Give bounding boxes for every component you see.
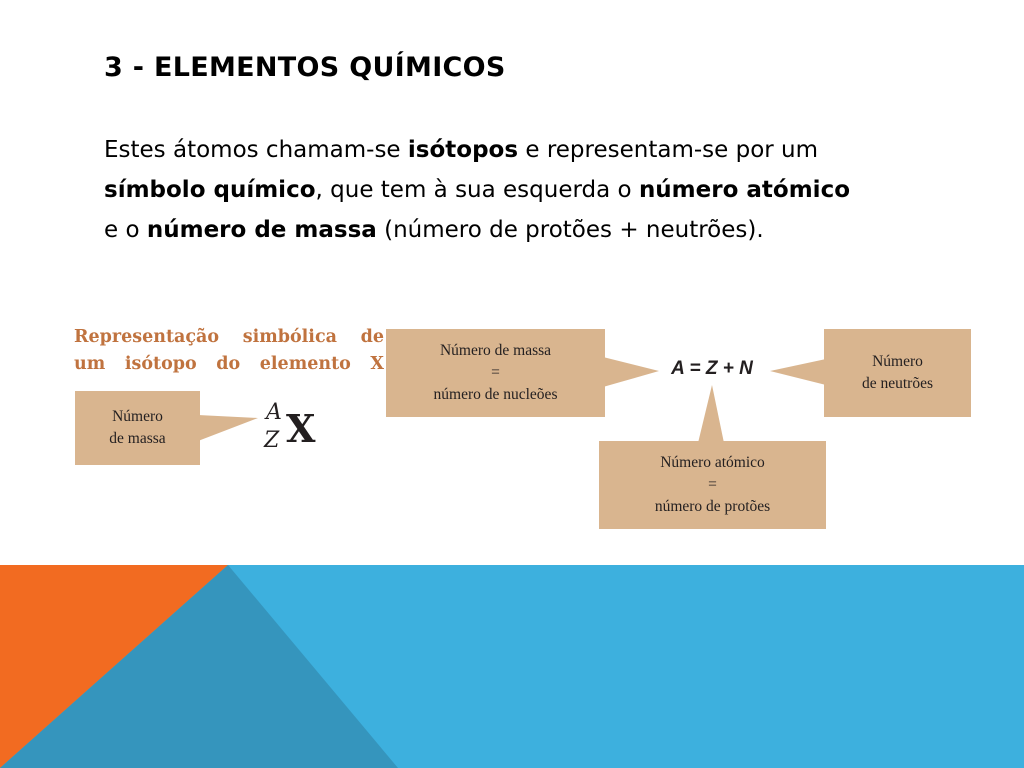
paragraph-text: e representam-se por um bbox=[518, 137, 819, 163]
mass-number-definition-box bbox=[386, 329, 605, 417]
paragraph-text: Estes átomos chamam-se bbox=[104, 137, 408, 163]
term-chemical-symbol: símbolo químico bbox=[104, 177, 316, 203]
term-mass-number: número de massa bbox=[146, 217, 377, 243]
box-line: = bbox=[491, 364, 500, 381]
term-atomic-number: número atómico bbox=[638, 177, 851, 203]
atomic-number-box bbox=[599, 441, 826, 529]
paragraph-text: (número de protões + neutrões). bbox=[376, 217, 764, 243]
body-paragraph bbox=[104, 130, 984, 250]
caption-line: Representação simbólica de bbox=[74, 327, 384, 347]
term-isotopes: isótopos bbox=[407, 137, 519, 163]
box-line: = bbox=[708, 476, 717, 493]
mass-box-pointer bbox=[198, 405, 260, 445]
box-line: Número atómico bbox=[660, 454, 765, 471]
mass-number-superscript: A bbox=[266, 400, 282, 425]
slide-title: 3 - ELEMENTOS QUÍMICOS bbox=[104, 52, 506, 83]
box-line: de neutrões bbox=[861, 375, 933, 392]
paragraph-text: e o bbox=[104, 217, 147, 243]
mass-number-box bbox=[75, 391, 200, 465]
box-line: Número de massa bbox=[439, 342, 552, 359]
isotope-symbol bbox=[264, 400, 334, 460]
box-line: número de protões bbox=[654, 498, 771, 515]
decorative-footer-band bbox=[0, 565, 1024, 768]
paragraph-text: , que tem à sua esquerda o bbox=[315, 177, 639, 203]
neutron-number-box bbox=[824, 329, 971, 417]
box-line: número de nucleões bbox=[433, 386, 558, 403]
element-symbol: X bbox=[286, 406, 316, 451]
caption-line: um isótopo do elemento X bbox=[74, 354, 384, 374]
atomic-box-pointer bbox=[690, 385, 730, 443]
formula: A = Z + N bbox=[671, 358, 753, 379]
figure-caption bbox=[74, 324, 384, 378]
box-line: Número bbox=[112, 408, 163, 425]
neutron-box-pointer bbox=[770, 357, 826, 387]
box-line: Número bbox=[872, 353, 923, 370]
box-line: de massa bbox=[109, 430, 166, 447]
atomic-number-subscript: Z bbox=[264, 428, 280, 453]
